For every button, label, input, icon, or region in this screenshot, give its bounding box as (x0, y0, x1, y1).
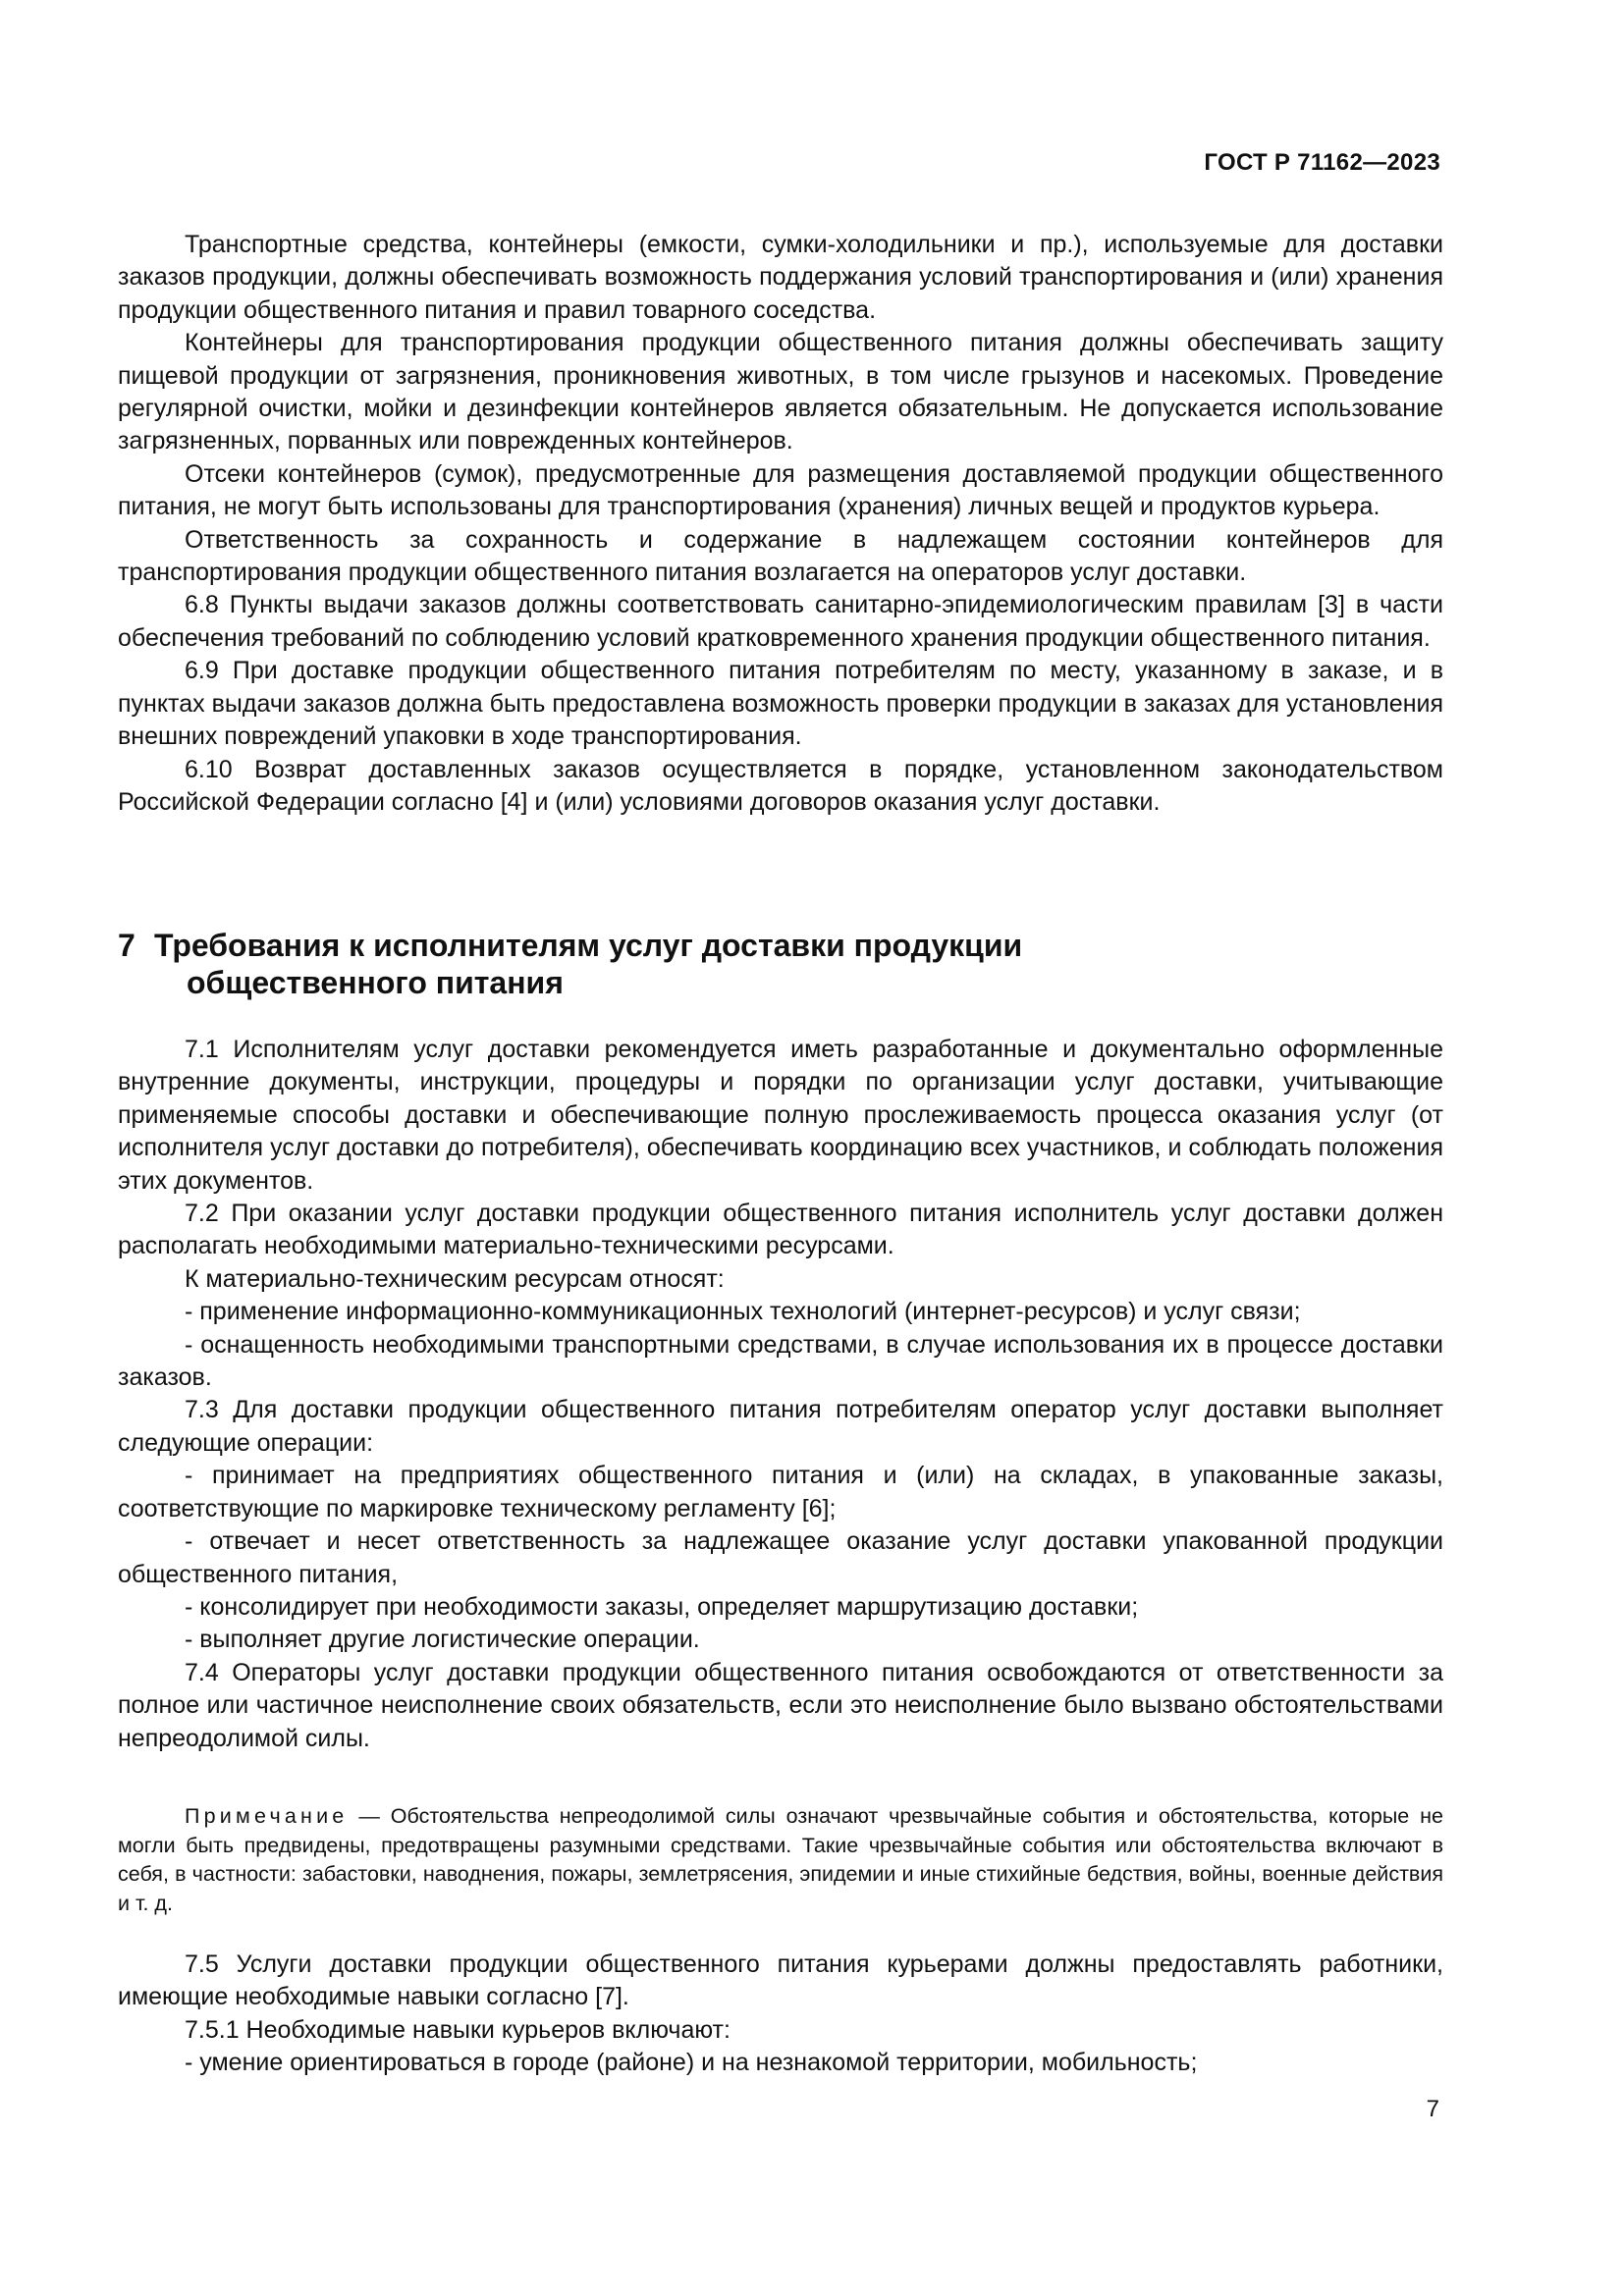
list-item: - отвечает и несет ответственность за надлежащее оказание услуг доставки упакованной продукции общественного питания, (118, 1527, 1443, 1588)
paragraph-6-10: 6.10 Возврат доставленных заказов осуществляется в порядке, установленном законодательством Российской Федерации согласно [4] и (или) условиями договоров оказания услуг доставки. (118, 755, 1443, 816)
paragraph: Транспортные средства, контейнеры (емкости, сумки-холодильники и пр.), используемые для доставки заказов продукции, должны обеспечивать возможность поддержания условий транспортирования и (или) хранения продукции общественного питания и правил товарного соседства. (118, 231, 1443, 324)
list-item: - принимает на предприятиях общественного питания и (или) на складах, в упакованные заказы, соответствующие по маркировке техническому регламенту [6]; (118, 1462, 1443, 1522)
list-item: - применение информационно-коммуникационных технологий (интернет-ресурсов) и услуг связи; (185, 1298, 1301, 1326)
note-text: — Обстоятельства непреодолимой силы означают чрезвычайные события и обстоятельства, которые не могли быть предвидены, предотвращены разумными средствами. Такие чрезвычайные события или обстоятельства включают в себя, в частности: забастовки, наводнения, пожары, землетрясения, эпидемии и иные стихийные бедствия, войны, военные действия и т. д. (118, 1804, 1443, 1915)
paragraph: К материально-техническим ресурсам относят: (185, 1264, 725, 1293)
section-number: 7 (118, 928, 135, 963)
paragraph: Отсеки контейнеров (сумок), предусмотренные для размещения доставляемой продукции общественного питания, не могут быть использованы для транспортирования (хранения) личных вещей и продуктов курьера. (118, 459, 1443, 521)
paragraph-7-2: 7.2 При оказании услуг доставки продукции общественного питания исполнитель услуг доставки должен располагать необходимыми материально-техническими ресурсами. (118, 1200, 1443, 1260)
section-title-line1: Требования к исполнителям услуг доставки продукции (154, 928, 1023, 963)
paragraph: Контейнеры для транспортирования продукции общественного питания должны обеспечивать защиту пищевой продукции от загрязнения, проникновения животных, в том числе грызунов и насекомых. Проведение регулярной очистки, мойки и дезинфекции контейнеров является обязательным. Не допускается использование загрязненных, порванных или поврежденных контейнеров. (118, 329, 1443, 455)
section-7-text-block (118, 1034, 1443, 1755)
paragraph: Ответственность за сохранность и содержание в надлежащем состоянии контейнеров для транспортирования продукции общественного питания возлагается на операторов услуг доставки. (118, 525, 1443, 587)
paragraph-7-5-1: 7.5.1 Необходимые навыки курьеров включают: (185, 2015, 731, 2044)
paragraph-7-3: 7.3 Для доставки продукции общественного питания потребителям оператор услуг доставки выполняет следующие операции: (118, 1396, 1443, 1457)
paragraph-6-8: 6.8 Пункты выдачи заказов должны соответствовать санитарно-эпидемиологическим правилам [3] в части обеспечения требований по соблюдению условий кратковременного хранения продукции общественного питания. (118, 591, 1443, 652)
paragraph-6-9: 6.9 При доставке продукции общественного питания потребителям по месту, указанному в заказе, и в пунктах выдачи заказов должна быть предоставлена возможность проверки продукции в заказах для установления внешних повреждений упаковки в ходе транспортирования. (118, 657, 1443, 751)
paragraph-7-4: 7.4 Операторы услуг доставки продукции общественного питания освобождаются от ответственности за полное или частичное неисполнение своих обязательств, если это неисполнение было вызвано обстоятельствами непреодолимой силы. (118, 1658, 1443, 1752)
note-label: Примечание (185, 1804, 349, 1828)
list-item: - умение ориентироваться в городе (районе) и на незнакомой территории, мобильность; (185, 2049, 1198, 2077)
paragraph-7-1: 7.1 Исполнителям услуг доставки рекомендуется иметь разработанные и документально оформленные внутренние документы, инструкции, процедуры и порядки по организации услуг доставки, учитывающие применяемые способы доставки и обеспечивающие полную прослеживаемость процесса оказания услуг (от исполнителя услуг доставки до потребителя), обеспечивать координацию всех участников, и соблюдать положения этих документов. (118, 1036, 1443, 1195)
document-header: ГОСТ Р 71162—2023 (1204, 149, 1440, 176)
section-title-line2: общественного питания (187, 965, 564, 1000)
post-note-text-block (118, 1949, 1443, 2080)
list-item: - оснащенность необходимыми транспортными средствами, в случае использования их в процессе доставки заказов. (118, 1330, 1443, 1392)
section-7-heading (118, 927, 1296, 1001)
list-item: - выполняет другие логистические операции. (185, 1626, 700, 1654)
intro-text-block (118, 229, 1443, 819)
paragraph-7-5: 7.5 Услуги доставки продукции общественного питания курьерами должны предоставлять работники, имеющие необходимые навыки согласно [7]. (118, 1950, 1443, 2011)
page-number: 7 (1426, 2096, 1439, 2122)
note-block (118, 1802, 1443, 1918)
list-item: - консолидирует при необходимости заказы, определяет маршрутизацию доставки; (185, 1592, 1139, 1621)
